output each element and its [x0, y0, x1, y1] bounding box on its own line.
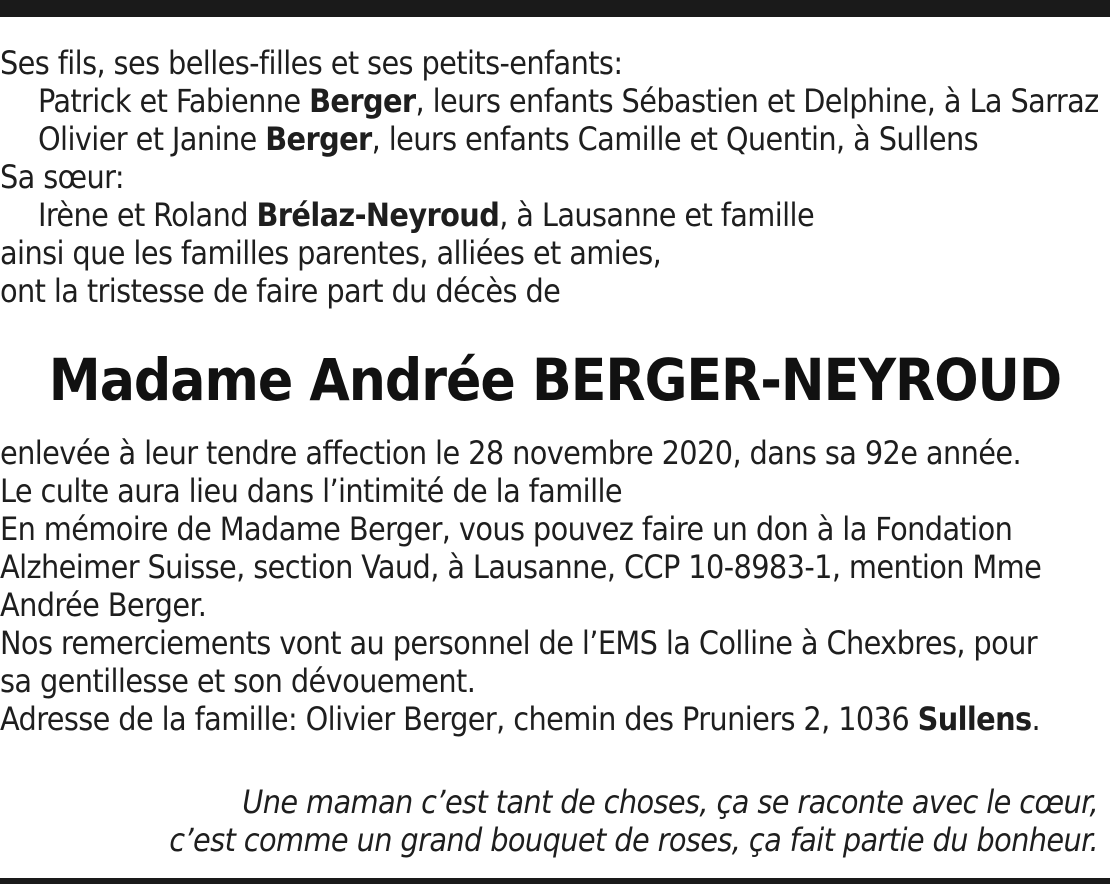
body-line-2: Le culte aura lieu dans l’intimité de la famille [0, 472, 622, 510]
sister-suffix: , à Lausanne et famille [499, 196, 815, 234]
address-city: Sullens [917, 700, 1032, 738]
poem-line-2: c’est comme un grand bouquet de roses, ça fait partie du bonheur. [169, 821, 1098, 859]
body-line-4: Alzheimer Suisse, section Vaud, à Lausanne, CCP 10-8983-1, mention Mme [0, 548, 1042, 586]
sister-prefix: Irène et Roland [38, 196, 257, 234]
family-line-2-prefix: Olivier et Janine [38, 120, 266, 158]
family-line-1-name: Berger [309, 82, 416, 120]
body-line-5: Andrée Berger. [0, 586, 207, 624]
sister-name: Brélaz-Neyroud [256, 196, 500, 234]
family-line-2-suffix: , leurs enfants Camille et Quentin, à Sullens [371, 120, 979, 158]
address-prefix: Adresse de la famille: Olivier Berger, chemin des Pruniers 2, 1036 [0, 700, 918, 738]
relatives-line: ainsi que les familles parentes, alliées et amies, [0, 234, 662, 272]
address-line [0, 700, 1110, 738]
poem-line-1: Une maman c’est tant de choses, ça se raconte avec le cœur, [242, 783, 1098, 821]
family-line-1 [0, 82, 1110, 120]
family-line-1-prefix: Patrick et Fabienne [38, 82, 310, 120]
family-line-1-suffix: , leurs enfants Sébastien et Delphine, à La Sarraz [415, 82, 1099, 120]
deceased-name: Madame Andrée BERGER-NEYROUD [48, 346, 1062, 414]
address-suffix: . [1031, 700, 1041, 738]
body-line-7: sa gentillesse et son dévouement. [0, 662, 476, 700]
family-section [0, 44, 1110, 310]
announcement-line: ont la tristesse de faire part du décès de [0, 272, 561, 310]
body-line-3: En mémoire de Madame Berger, vous pouvez faire un don à la Fondation [0, 510, 1013, 548]
sister-intro: Sa sœur: [0, 158, 124, 196]
body-line-6: Nos remerciements vont au personnel de l’EMS la Colline à Chexbres, pour [0, 624, 1037, 662]
poem [169, 783, 1098, 859]
body-line-1: enlevée à leur tendre affection le 28 novembre 2020, dans sa 92e année. [0, 434, 1022, 472]
bottom-rule [0, 878, 1110, 884]
family-line-2-name: Berger [265, 120, 372, 158]
sister-line [0, 196, 1110, 234]
top-rule [0, 0, 1110, 17]
family-intro: Ses fils, ses belles-filles et ses petits-enfants: [0, 44, 623, 82]
family-line-2 [0, 120, 1110, 158]
body-section [0, 434, 1110, 738]
